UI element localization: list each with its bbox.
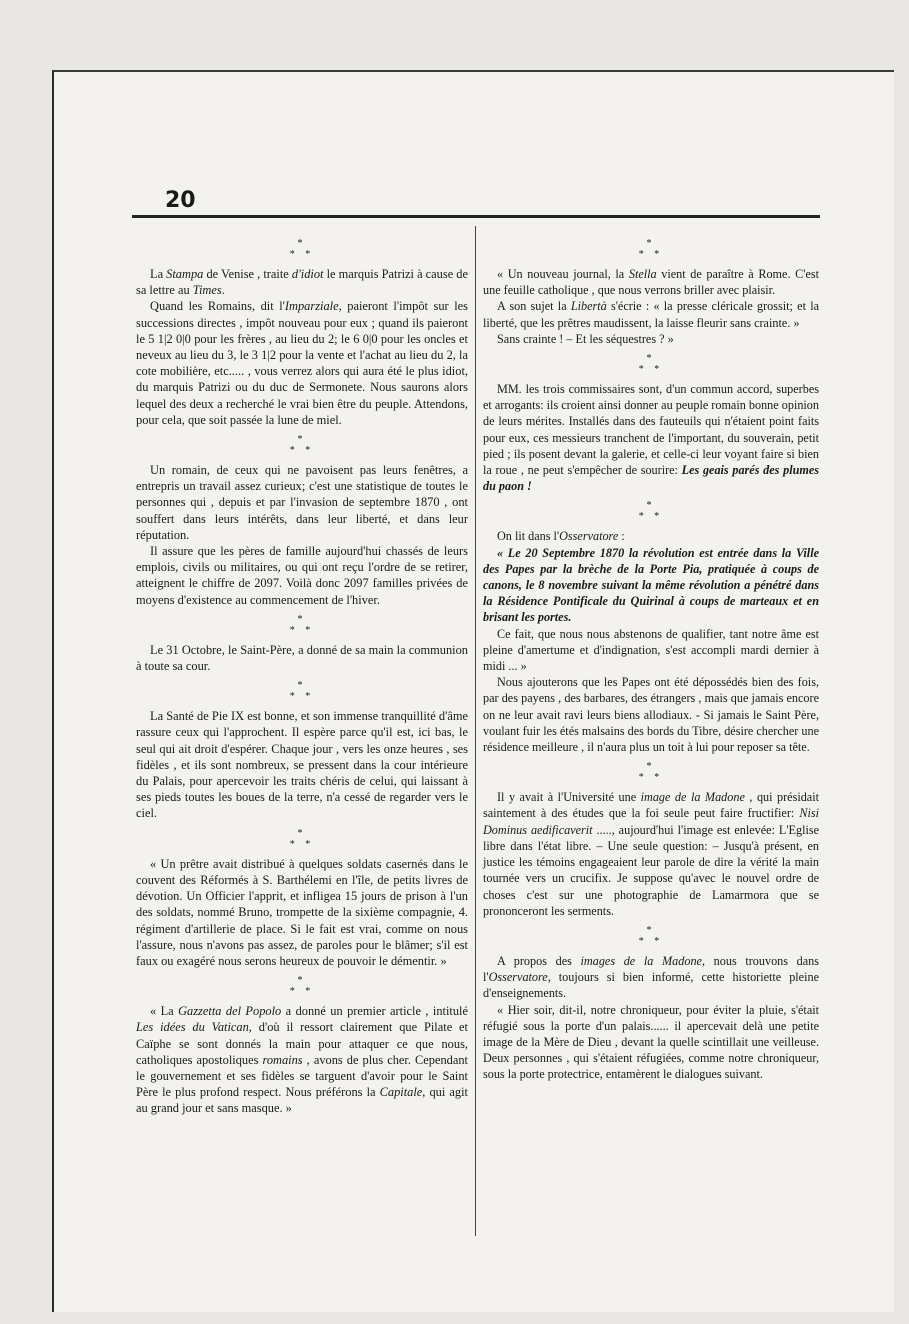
paragraph: « Un nouveau journal, la Stella vient de paraître à Rome. C'est une feuille catholique , que nous verrons briller avec plaisir. xyxy=(483,267,820,298)
paragraph: A son sujet la Libertà s'écrie : « la presse cléricale grossit; et la liberté, que les prêtres maudissent, la laisse fleurir sans crainte. » xyxy=(483,299,819,330)
paragraph: Sans crainte ! – Et les séquestres ? » xyxy=(497,331,674,346)
paragraph: Ce fait, que nous nous abstenons de qualifier, tant notre âme est pleine d'amertume et d'indignation, s'est accompli mardi dernier à midi ... » xyxy=(483,626,819,674)
column-rule xyxy=(475,226,476,1236)
paragraph: Il y avait à l'Université une image de la Madone , qui présidait saintement à des études que la foi seule peut faire fructifier: Nisi Dominus aedificaverit ....., aujourd'hui l'image est enlevée: L'Eglise libre dans l'état libre. – Une seule question: – Jusqu'à présent, en justice les témoins engageaient leur parole de dire la vérité la main tournée vers un crucifix. Je suppose qu'avec le nouvel ordre de choses c'est sur une photographie de Lamarmora que se prononceront les serments. xyxy=(483,790,819,918)
paragraph: On lit dans l'Osservatore : xyxy=(497,529,625,544)
page-number: 20 xyxy=(165,188,196,213)
section-separator: * * * xyxy=(638,353,664,376)
section-separator: * * * xyxy=(289,975,315,998)
section-separator: * * * xyxy=(638,238,664,260)
paragraph: « Un prêtre avait distribué à quelques soldats casernés dans le couvent des Réformés à S. Barthélemi en l'île, de petits livres de dévotion. Un Officier l'apprit, et infligea 15 jours de prison à l'un des soldats, nommé Bruno, trompette de la sixième compagnie, 4. régiment d'artillerie de place. Si le fait est vrai, comme on nous l'assure, nous n'avons pas assez, de paroles pour le blâmer; s'il est faux ou exagéré nous serons heureux de pouvoir le démentir. » xyxy=(136,856,468,968)
section-separator: * * * xyxy=(289,613,315,636)
paragraph: Un romain, de ceux qui ne pavoisent pas leurs fenêtres, a entrepris un travail assez curieux; c'est une statistique de toutes le personnes qui , depuis et par l'invasion de septembre 1870 , ont souffert dans leurs intérêts, dans leur liberté, et dans leur réputation. xyxy=(136,463,468,542)
paragraph: La Stampa de Venise , traite d'idiot le marquis Patrizi à cause de sa lettre au Times. xyxy=(136,267,468,298)
section-separator: * * * xyxy=(289,680,315,703)
section-separator: * * * xyxy=(289,827,315,850)
paragraph: MM. les trois commissaires sont, d'un commun accord, superbes et arrogants: ils croient ainsi donner au peuple romain bonne opinion de leurs mérites. Installés dans des fauteuils qui n'étaient point faits pour eux, ces messieurs tranchent de l'important, du souverain, petit pied ; ils posent devant la galerie, et celle-ci leur voyant faire si bien la roue , ne peut s'empêcher de sourire: Les geais parés des plumes du paon ! xyxy=(483,382,819,494)
left-column xyxy=(136,232,468,1117)
paragraph: « La Gazzetta del Popolo a donné un premier article , intitulé Les idées du Vatican, d'où il ressort clairement que Pilate et Caïphe se sont donnés la main pour attaquer ce que nous, catholiques apostoliques romains , avons de plus cher. Cependant le gouvernement et ses fidèles se targuent d'avoir pour le Saint Père le plus profond respect. Nous préférons la Capitale, qui agit au grand jour et sans masque. » xyxy=(136,1004,468,1116)
section-separator: * * * xyxy=(638,924,664,947)
section-separator: * * * xyxy=(289,434,315,457)
header-rule xyxy=(132,215,820,218)
right-column xyxy=(483,232,819,1083)
paragraph: La Santé de Pie IX est bonne, et son immense tranquillité d'âme rassure ceux qui l'approchent. Il espère parce qu'il est, ici bas, le seul qui ait droit d'espérer. Chaque jour , vers les onze heures , ses fidèles , et ils sont nombreux, se pressent dans la cour intérieure du Palais, pour apercevoir les traits chéris de celui, qui laissant à ses pieds toutes les boues de la terre, n'a cessé de regarder vers le ciel. xyxy=(136,709,468,821)
paragraph: « Hier soir, dit-il, notre chroniqueur, pour éviter la pluie, s'était réfugié sous la porte d'un palais...... il apercevait delà une petite image de la Mère de Dieu , devant la quelle scintillait une veilleuse. Deux personnes , qui s'étaient réfugiées, comme notre chroniqueur, sous la porte protectrice, entamèrent le dialogues suivant. xyxy=(483,1002,819,1082)
section-separator: * * * xyxy=(638,761,664,784)
paragraph: Le 31 Octobre, le Saint-Père, a donné de sa main la communion à toute sa cour. xyxy=(136,642,468,674)
paragraph: Il assure que les pères de famille aujourd'hui chassés de leurs emplois, civils ou militaires, ou qui ont reçu l'ordre de se retirer, atteignent le chiffre de 2097. Voilà donc 2097 familles privées de moyens d'existence au commencement de l'hiver. xyxy=(136,544,468,607)
section-separator: * * * xyxy=(638,500,664,523)
paragraph: Nous ajouterons que les Papes ont été dépossédés bien des fois, par des payens , des barbares, des étrangers , mais que jamais encore on ne leur avait ravi leurs biens allodiaux. - Si jamais le Saint Père, voulant fuir les étés malsains des bords du Tibre, désire chercher une résidence meilleure , il n'aura plus un toit à lui pour reposer sa tête. xyxy=(483,675,819,755)
quoted-paragraph: « Le 20 Septembre 1870 la révolution est entrée dans la Ville des Papes par la brèche de la Porte Pia, pratiquée à coups de canons, le 8 novembre suivant la même révolution a pénétré dans la Résidence Pontificale du Quirinal à coups de marteaux et en brisant les portes. xyxy=(483,545,819,625)
paragraph: A propos des images de la Madone, nous trouvons dans l'Osservatore, toujours si bien informé, cette historiette pleine d'enseignements. xyxy=(483,953,819,1001)
section-separator: * * * xyxy=(289,238,315,260)
paragraph: Quand les Romains, dit l'Imparziale, paieront l'impôt sur les successions directes , impôt nouveau pour eux ; quand ils paieront le 5 1|2 0|0 pour les frères , au lieu du 2; le 6 0|0 pour les oncles et neveux au lieu du 3, le 3 1|2 pour la vente et l'achat au lieu du 2, la cote mobilière, etc..... , vous verrez alors qui aura été le plus idiot, du marquis Patrizi ou du duc de Sermonete. Nous saurons alors lequel des deux a recherché le vrai bien être du peuple. Attendons, pour cela, que soit passée la lune de miel. xyxy=(136,299,468,427)
